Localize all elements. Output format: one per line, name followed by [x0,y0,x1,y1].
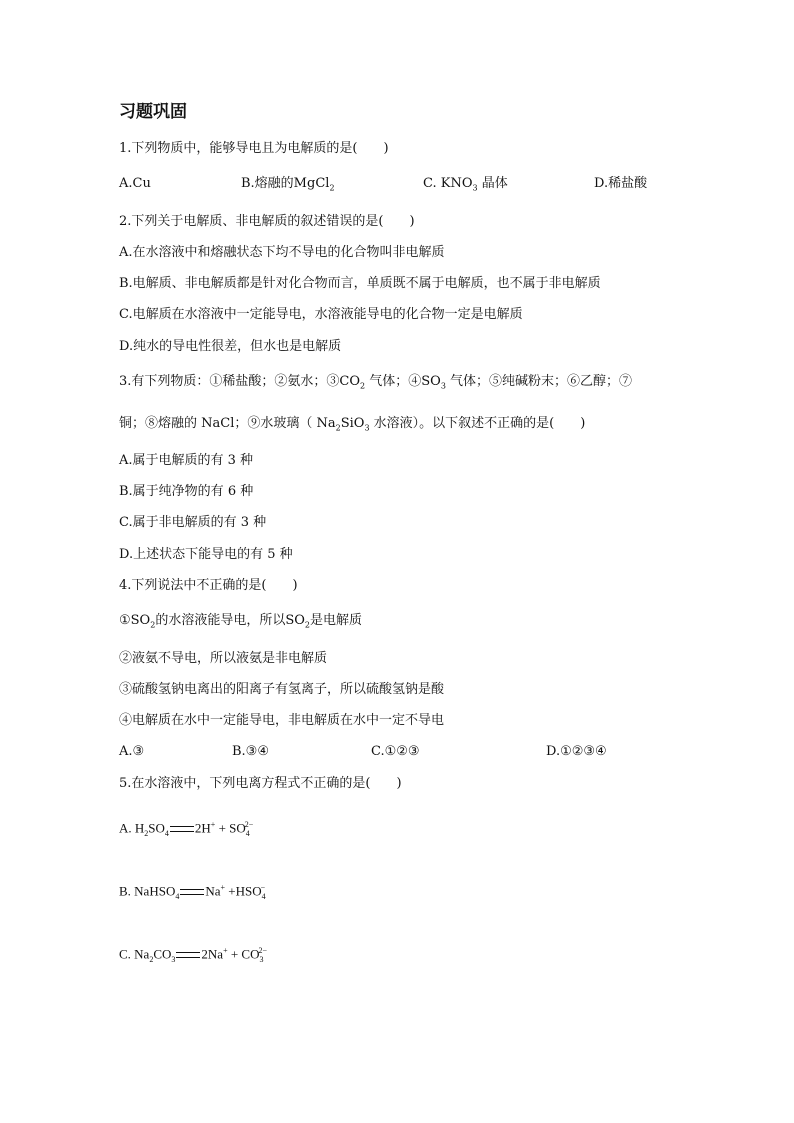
q1-option-a: A.Cu [119,176,151,191]
q1-option-c: C. $KNO_3$ 晶体 [423,176,508,193]
equals-sign-icon [180,889,204,895]
q5-equation-a: A. $H_2SO_4$ $2H^+ + SO_4^{2-}$ [119,820,254,838]
question-2-stem: 2.下列关于电解质、非电解质的叙述错误的是( ) [119,214,415,229]
q4-option-a: A.③ [119,744,145,759]
q4-option-b: B.③④ [232,744,269,759]
equals-sign-icon [170,826,194,832]
q3-option-c: C.属于非电解质的有 3 种 [119,515,267,530]
q3-option-b: B.属于纯净物的有 6 种 [119,484,254,499]
q2-option-b: B.电解质、非电解质都是针对化合物而言，单质既不属于电解质，也不属于非电解质 [119,276,601,291]
q3-option-a: A.属于电解质的有 3 种 [119,453,254,468]
q2-option-d: D.纯水的导电性很差，但水也是电解质 [119,339,342,354]
q4-statement-3: ③硫酸氢钠电离出的阳离子有氢离子，所以硫酸氢钠是酸 [119,682,445,697]
q5-equation-c: C. $Na_2CO_3$ $2Na^+ + CO_3^{2-}$ [119,946,267,964]
q4-statement-1: $①SO_2$的水溶液能导电，所以$SO_2$是电解质 [119,613,362,630]
q4-statement-2: ②液氨不导电，所以液氨是非电解质 [119,651,328,666]
q2-option-c: C.电解质在水溶液中一定能导电，水溶液能导电的化合物一定是电解质 [119,307,523,322]
question-3-stem-line-2: 铜；⑧熔融的 NaCl；⑨水玻璃（ $Na_2SiO_3$ 水溶液）。以下叙述不正确的是( ) [119,416,586,433]
q1-option-d: D.稀盐酸 [594,176,648,191]
question-4-stem: 4.下列说法中不正确的是( ) [119,578,298,593]
q4-option-d: D.①②③④ [546,744,607,759]
question-3-stem-line-1: 3.有下列物质：①稀盐酸；②氨水；$③CO_2$ 气体；$④SO_3$ 气体；⑤纯碱粉末；⑥乙醇；⑦ [119,374,633,391]
question-1-stem: 1.下列物质中，能够导电且为电解质的是( ) [119,141,389,156]
section-title: 习题巩固 [119,102,187,122]
equals-sign-icon [176,952,200,958]
q4-option-c: C.①②③ [371,744,420,759]
q2-option-a: A.在水溶液中和熔融状态下均不导电的化合物叫非电解质 [119,245,445,260]
q4-statement-4: ④电解质在水中一定能导电，非电解质在水中一定不导电 [119,713,445,728]
q1-option-b: B.熔融的MgCl$_2$ [241,176,335,193]
q5-equation-b: B. NaHSO$_4$ $Na^+ +HSO_4^-$ [119,883,266,901]
q3-option-d: D.上述状态下能导电的有 5 种 [119,547,293,562]
question-5-stem: 5.在水溶液中，下列电离方程式不正确的是( ) [119,776,402,791]
